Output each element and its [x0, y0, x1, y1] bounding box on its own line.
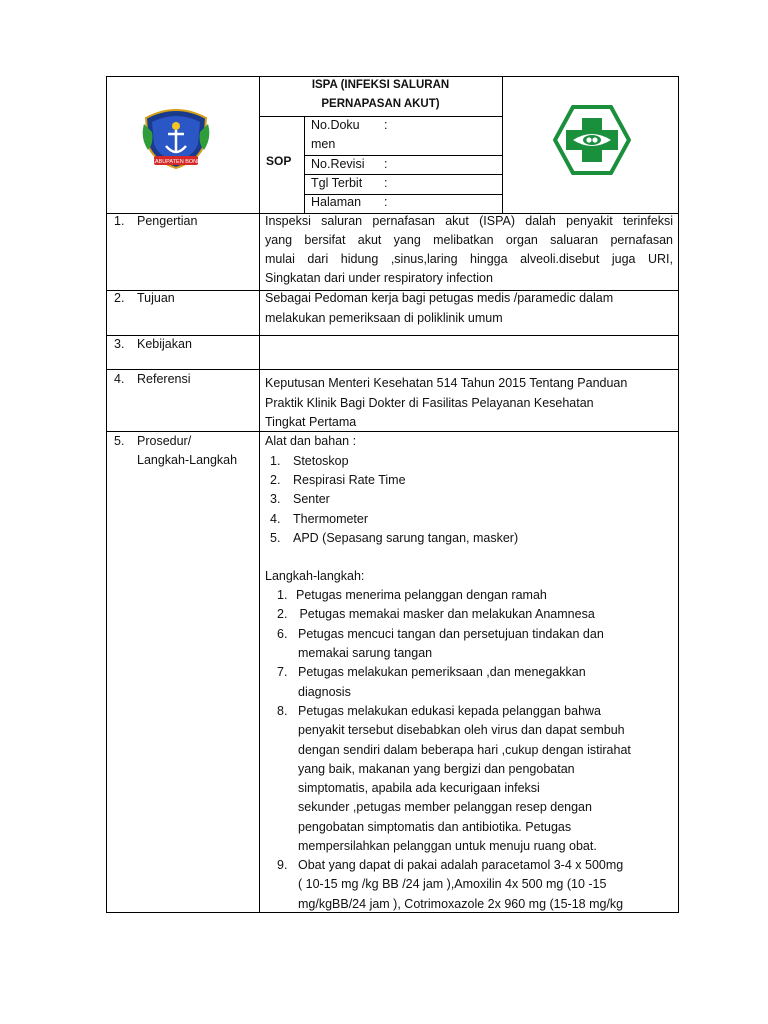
langkah-item: penyakit tersebut disebabkan oleh virus dan dapat sembuh — [298, 723, 625, 737]
section-label-langkah: Langkah-Langkah — [137, 453, 238, 467]
section-number: 1. — [114, 214, 125, 228]
section-label-tujuan: Tujuan — [137, 291, 175, 305]
langkah-number: 1. — [277, 588, 288, 602]
row-separator — [106, 335, 679, 336]
alat-item: Respirasi Rate Time — [293, 473, 406, 487]
doc-field-halaman-label: Halaman — [311, 195, 362, 209]
langkah-item: sekunder ,petugas member pelanggan resep dengan — [298, 800, 592, 814]
pengertian-line: mulai dari hidung ,sinus,laring hingga alveoli.disebut juga URI, — [265, 252, 673, 266]
langkah-item: mg/kgBB/24 jam ), Cotrimoxazole 2x 960 mg (15-18 mg/kg — [298, 897, 624, 911]
langkah-item: Petugas melakukan pemeriksaan ,dan menegakkan — [298, 665, 586, 679]
alat-number: 3. — [270, 492, 281, 506]
referensi-line: Praktik Klinik Bagi Dokter di Fasilitas Pelayanan Kesehatan — [265, 396, 594, 410]
section-number: 5. — [114, 434, 125, 448]
section-number: 3. — [114, 337, 125, 351]
referensi-line: Keputusan Menteri Kesehatan 514 Tahun 2015 Tentang Panduan — [265, 376, 628, 390]
alat-item: Senter — [293, 492, 330, 506]
langkah-item: mempersilahkan pelanggan untuk menuju ruang obat. — [298, 839, 597, 853]
langkah-item: pengobatan simptomatis dan antibiotika. Petugas — [298, 820, 572, 834]
table-border-left — [106, 76, 107, 913]
alat-item: Thermometer — [293, 512, 369, 526]
header-divider-sop — [304, 116, 305, 214]
pengertian-line: Singkatan dari under respiratory infection — [265, 271, 493, 285]
langkah-item: Petugas melakukan edukasi kepada pelanggan bahwa — [298, 704, 602, 718]
langkah-item: Obat yang dapat di pakai adalah paracetamol 3-4 x 500mg — [298, 858, 624, 872]
langkah-heading: Langkah-langkah: — [265, 569, 365, 583]
puskesmas-logo-icon — [553, 104, 631, 176]
langkah-number: 6. — [277, 627, 288, 641]
alat-number: 1. — [270, 454, 281, 468]
doc-field-tglterbit-label: Tgl Terbit — [311, 176, 363, 190]
document-title — [259, 76, 502, 114]
doc-field-nodokumen-label-cont: men — [311, 137, 336, 151]
doc-field-colon: : — [384, 118, 388, 132]
alat-number: 2. — [270, 473, 281, 487]
pengertian-line: yang bersifat akut yang melibatkan organ saluaran pernafasan — [265, 233, 673, 247]
section-number: 2. — [114, 291, 125, 305]
column-divider — [259, 76, 260, 913]
referensi-line: Tingkat Pertama — [265, 415, 357, 429]
section-label-referensi: Referensi — [137, 372, 191, 386]
alat-item: APD (Sepasang sarung tangan, masker) — [293, 531, 519, 545]
sop-label: SOP — [266, 154, 292, 168]
pengertian-line: Inspeksi saluran pernafasan akut (ISPA) dalah penyakit terinfeksi — [265, 214, 673, 228]
row-separator — [106, 369, 679, 370]
langkah-number: 9. — [277, 858, 288, 872]
langkah-item: simptomatis, apabila ada kecurigaan infeksi — [298, 781, 540, 795]
doc-field-norevisi-label: No.Revisi — [311, 157, 365, 171]
langkah-item: Petugas memakai masker dan melakukan Anamnesa — [296, 607, 595, 621]
doc-field-colon: : — [384, 157, 388, 171]
alat-item: Stetoskop — [293, 454, 349, 468]
doc-field-colon: : — [384, 176, 388, 190]
langkah-item: Petugas mencuci tangan dan persetujuan tindakan dan — [298, 627, 604, 641]
header-divider-right — [502, 76, 503, 214]
doc-field-colon: : — [384, 195, 388, 209]
langkah-item: yang baik, makanan yang bergizi dan pengobatan — [298, 762, 575, 776]
langkah-item: diagnosis — [298, 685, 351, 699]
svg-text:KABUPATEN BONE: KABUPATEN BONE — [151, 159, 201, 165]
tujuan-line: melakukan pemeriksaan di poliklinik umum — [265, 311, 503, 325]
alat-number: 4. — [270, 512, 281, 526]
section-number: 4. — [114, 372, 125, 386]
langkah-item: ( 10-15 mg /kg BB /24 jam ),Amoxilin 4x 500 mg (10 -15 — [298, 877, 607, 891]
langkah-item: dengan sendiri dalam beberapa hari ,cukup dengan istirahat — [298, 743, 631, 757]
doc-field-nodokumen-label: No.Doku — [311, 118, 360, 132]
alat-number: 5. — [270, 531, 281, 545]
alat-heading: Alat dan bahan : — [265, 434, 357, 448]
header-title-bottom — [259, 116, 502, 117]
langkah-number: 8. — [277, 704, 288, 718]
row-separator — [106, 431, 679, 432]
langkah-number: 2. — [277, 607, 288, 621]
table-border-right — [678, 76, 679, 913]
langkah-item: Petugas menerima pelanggan dengan ramah — [296, 588, 547, 602]
tujuan-line: Sebagai Pedoman kerja bagi petugas medis /paramedic dalam — [265, 291, 614, 305]
section-label-kebijakan: Kebijakan — [137, 337, 192, 351]
langkah-number: 7. — [277, 665, 288, 679]
kabupaten-bone-logo-icon — [140, 104, 212, 174]
section-label-pengertian: Pengertian — [137, 214, 198, 228]
langkah-item: memakai sarung tangan — [298, 646, 433, 660]
document-title-line2: PERNAPASAN AKUT) — [321, 98, 440, 110]
document-title-line1: ISPA (INFEKSI SALURAN — [311, 79, 450, 91]
section-label-prosedur: Prosedur/ — [137, 434, 192, 448]
